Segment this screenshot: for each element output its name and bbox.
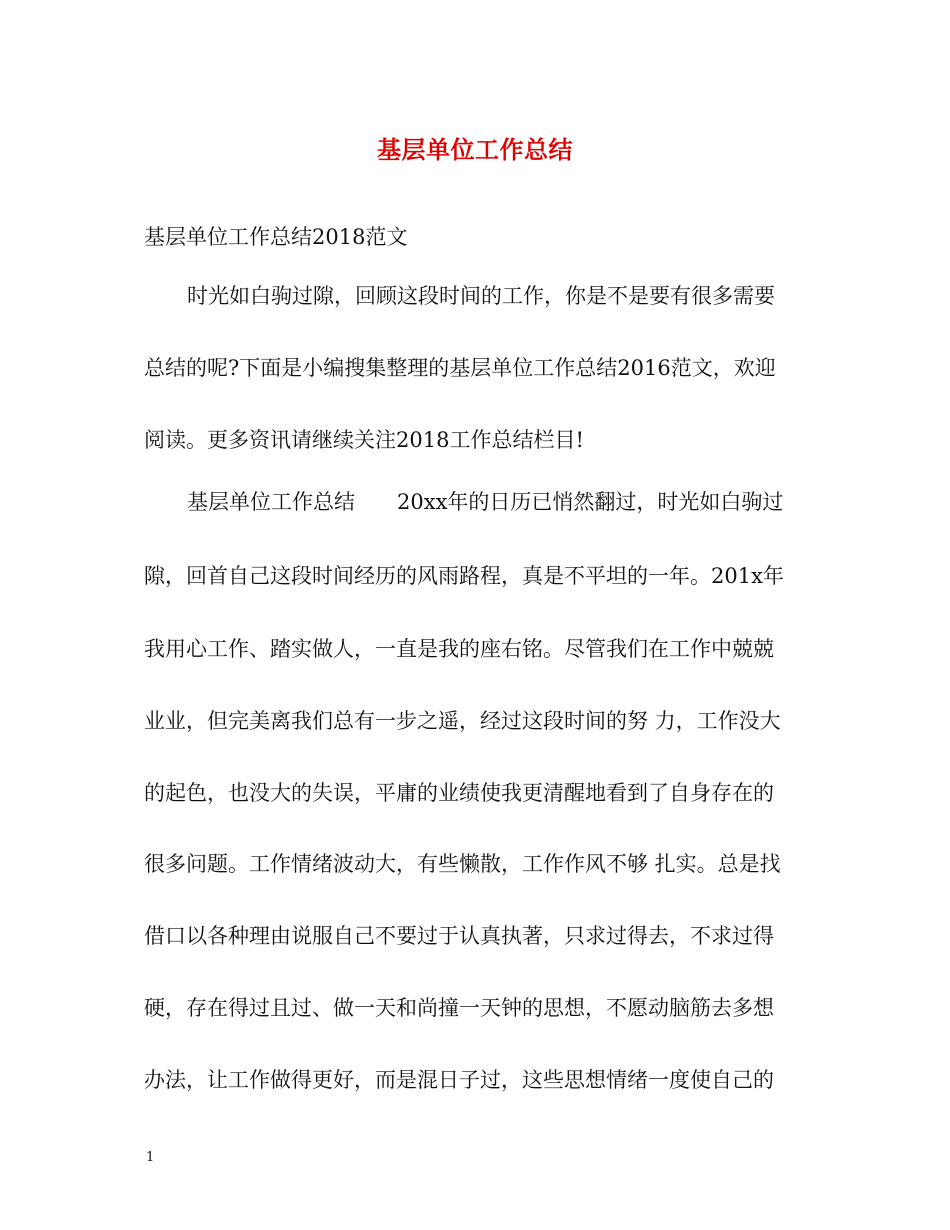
document-subtitle: 基层单位工作总结2018范文 <box>144 225 408 249</box>
body-line-3: 阅读。更多资讯请继续关注2018工作总结栏目! <box>144 428 584 452</box>
page-number: 1 <box>146 1150 155 1165</box>
document-title: 基层单位工作总结 <box>377 135 573 164</box>
body-line-6: 我用心工作、踏实做人，一直是我的座右铭。尽管我们在工作中兢兢 <box>144 637 774 661</box>
body-line-9: 很多问题。工作情绪波动大，有些懒散，工作作风不够 扎实。总是找 <box>144 852 781 876</box>
body-line-11: 硬，存在得过且过、做一天和尚撞一天钟的思想，不愿动脑筋去多想 <box>144 996 774 1020</box>
body-line-10: 借口以各种理由说服自己不要过于认真执著，只求过得去，不求过得 <box>144 924 774 948</box>
body-line-7: 业业，但完美离我们总有一步之遥，经过这段时间的努 力，工作没大 <box>144 709 781 733</box>
body-line-1: 时光如白驹过隙，回顾这段时间的工作，你是不是要有很多需要 <box>187 284 775 308</box>
body-line-2: 总结的呢?下面是小编搜集整理的基层单位工作总结2016范文，欢迎 <box>144 356 776 380</box>
body-line-8: 的起色，也没大的失误，平庸的业绩使我更清醒地看到了自身存在的 <box>144 781 774 805</box>
body-line-12: 办法，让工作做得更好，而是混日子过，这些思想情绪一度使自己的 <box>144 1068 774 1092</box>
body-line-5: 隙，回首自己这段时间经历的风雨路程，真是不平坦的一年。201x年 <box>144 564 784 588</box>
body-line-4: 基层单位工作总结 20xx年的日历已悄然翻过，时光如白驹过 <box>187 490 784 514</box>
